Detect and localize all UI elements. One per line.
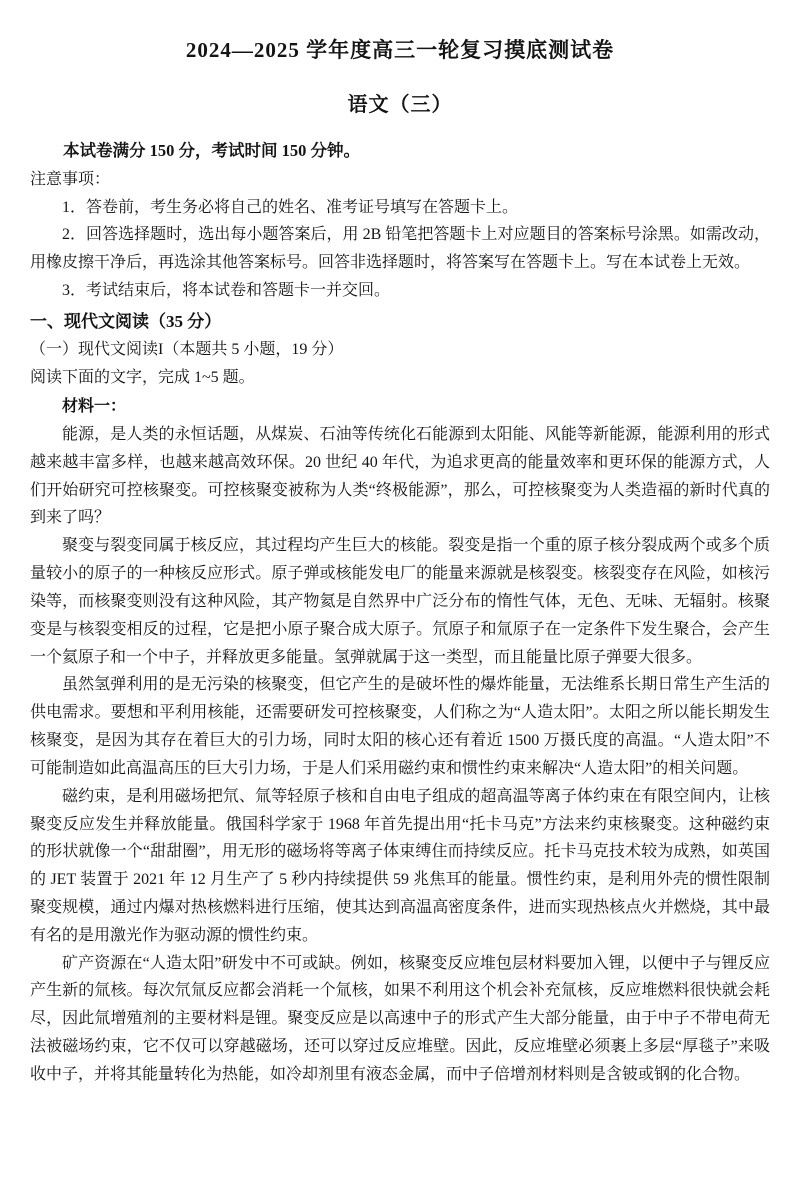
- section-1-heading: 一、现代文阅读（35 分）: [30, 311, 222, 331]
- material-1-label: 材料一：: [62, 398, 127, 416]
- material-1-paragraph-2: 聚变与裂变同属于核反应，其过程均产生巨大的核能。裂变是指一个重的原子核分裂成两个或多个质量较小的原子的一种核反应形式。原子弹或核能发电厂的能量来源就是核裂变。核裂变存在风险，如核污染等，而核聚变则没有这种风险，其产物氦是自然界中广泛分布的惰性气体，无色、无味、无辐射。核聚变是与核裂变相反的过程，它是把小原子聚合成大原子。氘原子和氚原子在一定条件下发生聚合，会产生一个氦原子和一个中子，并释放更多能量。氢弹就属于这一类型，而且能量比原子弹要大很多。: [30, 537, 770, 666]
- notice-item-2: 2．回答选择题时，选出每小题答案后，用 2B 铅笔把答题卡上对应题目的答案标号涂黑。如需改动，用橡皮擦干净后，再选涂其他答案标号。回答非选择题时，将答案写在答题卡上。写在本试卷上无效。: [30, 226, 770, 272]
- material-1-paragraph-5: 矿产资源在“人造太阳”研发中不可或缺。例如，核聚变反应堆包层材料要加入锂，以便中子与锂反应产生新的氚核。每次氘氚反应都会消耗一个氚核，如果不利用这个机会补充氚核，反应堆燃料很快就会耗尽，因此氚增殖剂的主要材料是锂。聚变反应是以高速中子的形式产生大部分能量，由于中子不带电荷无法被磁场约束，它不仅可以穿越磁场，还可以穿过反应堆壁。因此，反应堆壁必须裹上多层“厚毯子”来吸收中子，并将其能量转化为热能，如冷却剂里有液态金属，而中子倍增剂材料则是含铍或钢的化合物。: [30, 954, 770, 1083]
- paper-subtitle: 语文（三）: [347, 94, 453, 116]
- section-1-subheading: （一）现代文阅读I（本题共 5 小题，19 分）: [30, 341, 344, 359]
- material-1-paragraph-3: 虽然氢弹利用的是无污染的核聚变，但它产生的是破坏性的爆炸能量，无法维系长期日常生产生活的供电需求。要想和平利用核能，还需要研发可控核聚变，人们称之为“人造太阳”。太阳之所以能长期发生核聚变，是因为其存在着巨大的引力场，同时太阳的核心还有着近 1500 万摄氏度的高温。“人造太阳”不可能制造如此高温高压的巨大引力场，于是人们采用磁约束和惯性约束来解决“人造太阳”的相关问题。: [30, 676, 770, 777]
- paper-title: 2024—2025 学年度高三一轮复习摸底测试卷: [185, 38, 615, 62]
- notice-item-3: 3．考试结束后，将本试卷和答题卡一并交回。: [62, 282, 391, 300]
- reading-instruction: 阅读下面的文字，完成 1~5 题。: [30, 369, 255, 387]
- exam-info-line: 本试卷满分 150 分，考试时间 150 分钟。: [63, 141, 360, 160]
- material-1-paragraph-4: 磁约束，是利用磁场把氘、氚等轻原子核和自由电子组成的超高温等离子体约束在有限空间内，让核聚变反应发生并释放能量。俄国科学家于 1968 年首先提出用“托卡马克”方法来约束核聚变。这种磁约束的形状就像一个“甜甜圈”，用无形的磁场将等离子体束缚住而持续反应。托卡马克技术较为成熟，如英国的 JET 装置于 2021 年 12 月生产了 5 秒内持续提供 59 兆焦耳的能量。惯性约束，是利用外壳的惯性限制聚变规模，通过内爆对热核燃料进行压缩，使其达到高温高密度条件，进而实现热核点火并燃烧，其中最有名的是用激光作为驱动源的惯性约束。: [30, 787, 770, 944]
- notice-label: 注意事项：: [30, 170, 111, 188]
- notice-item-1: 1．答卷前，考生务必将自己的姓名、准考证号填写在答题卡上。: [62, 198, 519, 216]
- material-1-paragraph-1: 能源，是人类的永恒话题，从煤炭、石油等传统化石能源到太阳能、风能等新能源，能源利用的形式越来越丰富多样，也越来越高效环保。20 世纪 40 年代，为追求更高的能量效率和更环保的能源方式，人们开始研究可控核聚变。可控核聚变被称为人类“终极能源”，那么，可控核聚变为人类造福的新时代真的到来了吗？: [30, 425, 770, 527]
